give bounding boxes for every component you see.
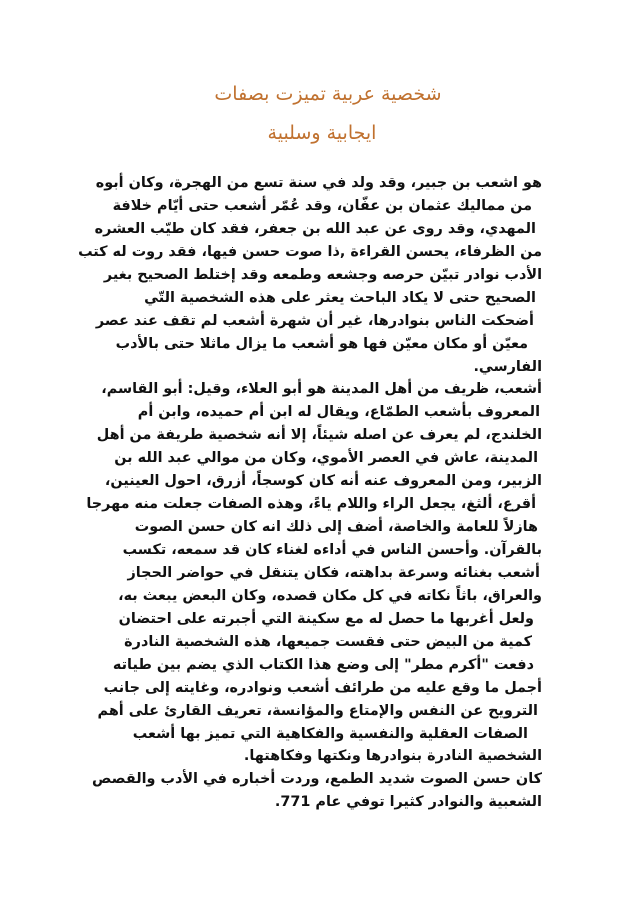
body-line: الخلندج، لم يعرف عن اصله شيئاً، إلا أنه شخصية طريفة من أهل [96,427,542,444]
body-line: أجمل ما وقع عليه من طرائف أشعب ونوادره، وغايته إلى جانب [103,679,542,696]
body-line: بالقرآن. وأحسن الناس في أداءه لغناء كان قد سمعه، تكسب [122,542,542,558]
body-line: الشعبية والنوادر كثيرا توفي عام 771. [274,794,542,811]
body-line: معيّن أو مكان معيّن فها هو أشعب ما يزال ماثلا حتى بالأدب [115,335,528,352]
body-line: والعراق، باثاً نكاته في كل مكان قصده، وكان البعض يبعث به، [118,587,542,604]
body-line: أشعب بغنائه وسرعة بداهته، فكان يتنقل في حواضر الحجاز [127,564,540,581]
body-line: كان حسن الصوت شديد الطمع، وردت أخباره في الأدب والقصص [92,771,542,788]
body-line: ولعل أغربها ما حصل له مع سكينة التي أجبرته على احتضان [118,610,534,627]
body-line: المعروف بأشعب الطمّاع، ويقال له ابن أم حميده، وابن أم [137,404,540,421]
document-subtitle: ايجابية وسلبية [267,122,377,144]
body-line: هازلاً للعامة والخاصة، أضف إلى ذلك انه كان حسن الصوت [134,519,538,536]
body-line: الصحيح حتى لا يكاد الباحث يعثر على هذه الشخصية التّي [144,289,536,306]
document-title: شخصية عربية تميزت بصفات [214,83,442,105]
body-line: المهدي، وقد روى عن عبد الله بن جعفر، فقد كان طيّب العشره [94,220,536,237]
body-line: أشعب، ظريف من أهل المدينة هو أبو العلاء، وقيل: أبو القاسم، [101,381,542,398]
body-line: أضحكت الناس بنوادرها، غير أن شهرة أشعب لم تقف عند عصر [95,312,534,329]
body-line: دفعت "أكرم مطر" إلى وضع هذا الكتاب الذي يضم بين طياته [112,656,534,673]
body-line: أقرع، ألثغ، يجعل الراء واللام ياءً، وهذه الصفات جعلت منه مهرجا [86,496,536,513]
body-line: الصفات العقلية والنفسية والفكاهية التي تميز بها أشعب [132,725,528,742]
body-line: المدينة، عاش في العصر الأموي، وكان من موالي عبد الله بن [114,450,538,467]
body-line: هو اشعب بن جبير، وقد ولد في سنة تسع من الهجرة، وكان أبوه [95,175,542,191]
document-body [78,172,542,814]
body-line: الشخصية النادرة بنوادرها ونكتها وفكاهتها. [243,748,542,765]
body-line: الزبير، ومن المعروف عنه أنه كان كوسجاً، أزرق، احول العينين، [104,473,542,490]
body-line: من الظرفاء، يحسن القراءة ,ذا صوت حسن فيها، فقد روت له كتب [78,243,542,260]
body-line: من مماليك عثمان بن عفّان، وقد عُمّر أشعب حتى أيّام خلافة [112,197,532,214]
body-line: الأدب نوادر تبيّن حرصه وجشعه وطمعه وقد إختلط الصحيح بغير [103,266,542,283]
body-line: كمية من البيض حتى فقست جميعها، هذه الشخصية النادرة [124,633,532,650]
body-line: الفارسي. [473,358,542,375]
body-line: الترويح عن النفس والإمتاع والمؤانسة، تعريف القارئ على أهم [97,702,538,719]
